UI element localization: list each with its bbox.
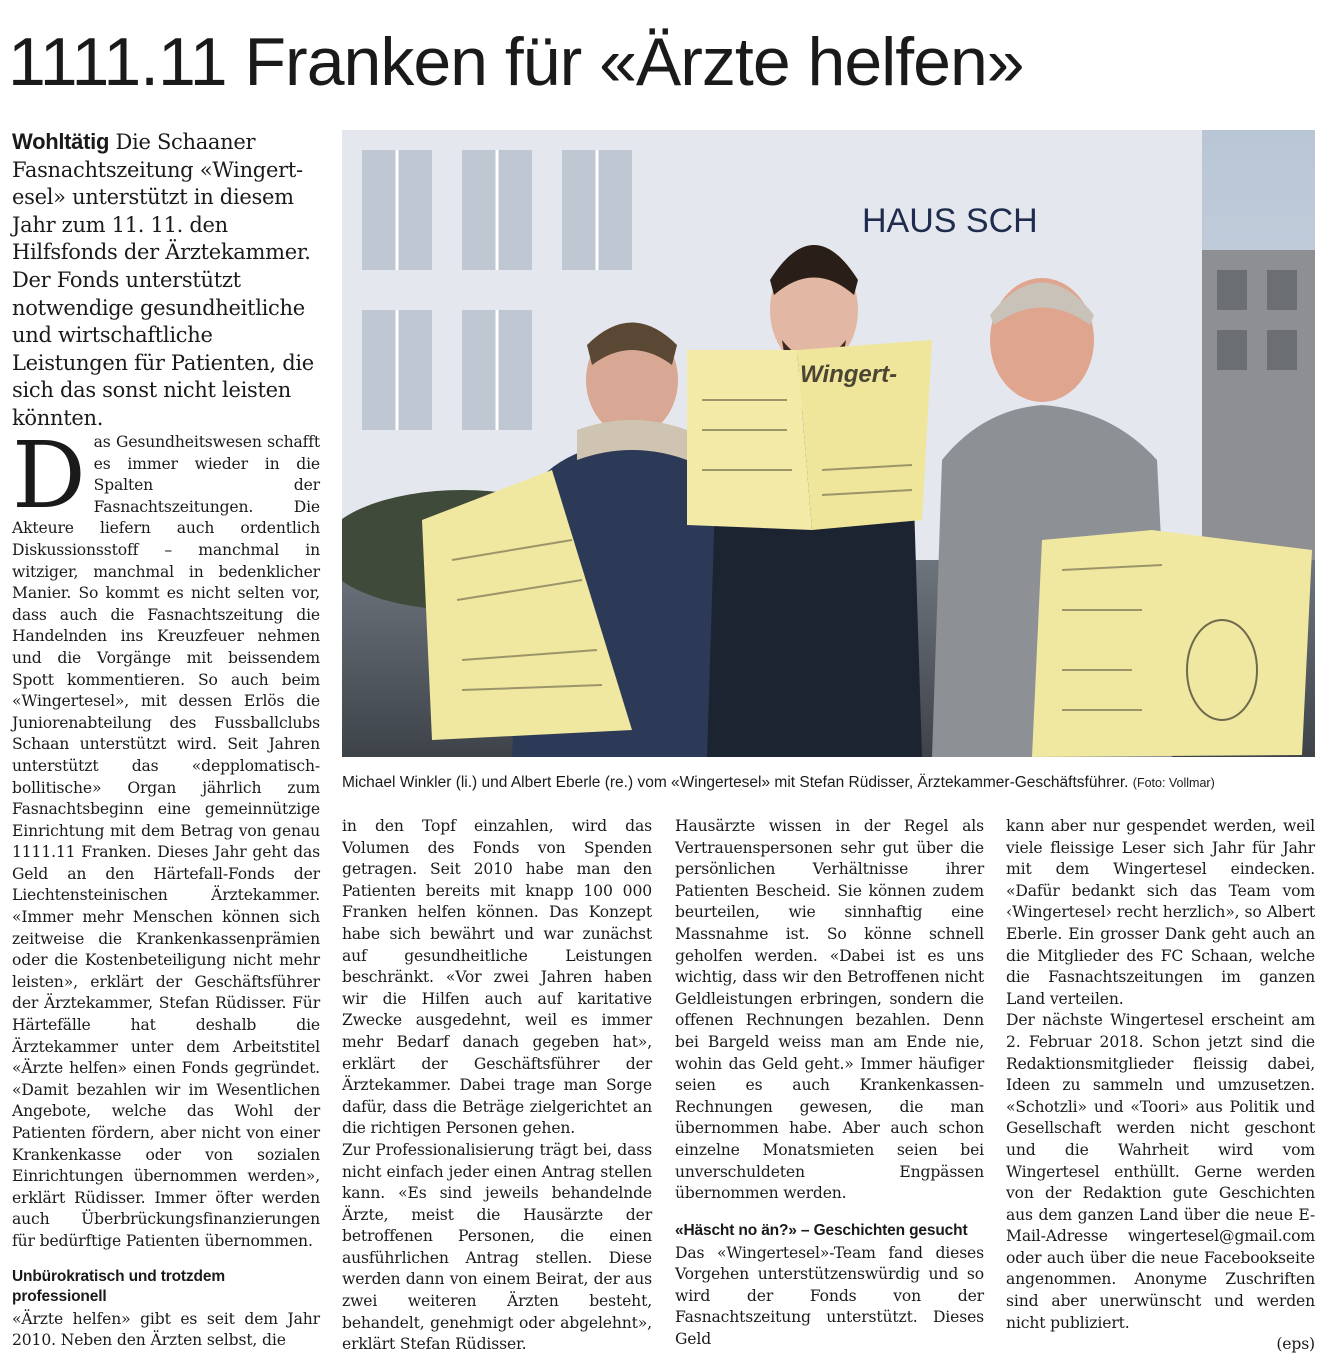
body-paragraph: «Ärzte helfen» gibt es seit dem Jahr 2010. Neben den Ärzten selbst, die [12,1309,320,1350]
newspaper-middle-icon [687,340,932,530]
headline: 1111.11 Franken für «Ärzte helfen» [8,24,1024,100]
body-paragraph: Der nächste Wingertesel erscheint am 2. Februar 2018. Schon jetzt sind die Redaktionsmitglieder fleissig dabei, Ideen zu sammeln und umzusetzen. «Schotzli» und «Toori» aus Politik und Gesellschaft werden nicht geschont und die Wahrheit wird vom Wingertesel enthüllt. Gerne werden von der Redaktion gute Geschichten aus dem ganzen Land über die neue E-Mail-Adresse wingertesel@gmail.com oder auch über die neue Facebookseite angenommen. Anonyme Zuschriften sind aber unerwünscht und werden nicht publiziert. [1006,1011,1315,1332]
photo-caption [342,773,1322,793]
building-sign: HAUS SCH [862,202,1038,240]
lead-kicker: Wohltätig [12,129,110,154]
body-paragraph: Das «Wingertesel»-Team fand dieses Vorgehen unterstützenswürdig und so wird der Fonds von der Fasnachtszeitung unterstützt. Dieses Geld [675,1243,984,1349]
subheading: «Häscht no än?» – Geschichten gesucht [675,1221,968,1239]
article-column-1 [12,422,320,1352]
body-paragraph [12,422,320,1253]
article-column-3 [675,816,984,1351]
article-column-2 [342,816,652,1356]
subheading: Unbürokratisch und trotzdem professionell [12,1267,225,1305]
article-column-4 [1006,816,1315,1356]
body-paragraph: Hausärzte wissen in der Regel als Vertrauenspersonen sehr gut über die persönlichen Verhältnisse ihrer Patienten Bescheid. Sie können zudem beurteilen, wie sinnhaftig eine Massnahme ist. So könne schnell geholfen werden. «Dabei ist es uns wichtig, dass wir den Betroffenen nicht Geldleistungen erbringen, sondern die offenen Rechnungen bezahlen. Denn bei Bargeld weiss man am Ende nie, wohin das Geld geht.» Immer häufiger seien es auch Krankenkassen-Rechnungen gewesen, die man übernommen habe. Aber auch schon einzelne Monatsmieten seien bei unverschuldeten Engpässen übernommen werden. [675,817,984,1203]
body-paragraph: Zur Professionalisierung trägt bei, dass nicht einfach jeder einen Antrag stellen kann. «Es sind jeweils behandelnde Ärzte, meist die Hausärzte der betroffenen Personen, die einen ausführlichen Antrag stellen. Diese werden dann von einem Beirat, der aus zwei weiteren Ärzten besteht, behandelt, genehmigt oder abgelehnt», erklärt Stefan Rüdisser. [342,1140,652,1354]
photo-illustration-icon [342,130,1315,757]
body-paragraph: kann aber nur gespendet werden, weil viele fleissige Leser sich Jahr für Jahr mit dem Wingertesel eindecken. «Dafür bedankt sich das Team vom ‹Wingertesel› recht herzlich», so Albert Eberle. Ein grosser Dank geht auch an die Mitglieder des FC Schaan, welche die Fasnachtszeitungen im ganzen Land verteilen. [1006,817,1315,1008]
author-signature: (eps) [1276,1335,1315,1354]
body-paragraph: in den Topf einzahlen, wird das Volumen des Fonds von Spenden getragen. Seit 2010 habe man den Patienten bereits mit knapp 100 000 Franken helfen können. Das Konzept habe sich bewährt und war zunächst auf gesundheitliche Leistungen beschränkt. «Vor zwei Jahren haben wir die Hilfen auch auf karitative Zwecke ausgedehnt, weil es immer mehr Bedarf danach gegeben hat», erklärt der Geschäftsführer der Ärztekammer. Dabei trage man Sorge dafür, dass die Beträge zielgerichtet an die richtigen Personen gehen. [342,817,652,1138]
dropcap: D [12,422,86,529]
lead-paragraph [12,128,317,433]
body-text: as Gesundheitswesen schafft es immer wieder in die Spalten der Fasnachtszeitungen. Die Akteure liefern auch ordentlich Diskussionsstoff – manchmal in witziger, manchmal in bedenklicher Manier. So kommt es nicht selten vor, dass auch die Fasnachtszeitung die Handelnden ins Kreuzfeuer nehmen und die Vorgänge mit beissendem Spott kommentieren. So auch beim «Wingertesel», mit dessen Erlös die Juniorenabteilung des Fussballclubs Schaan unterstützt wird. Seit Jahren unterstützt das «depplomatisch-bollitische» Organ jährlich zum Fasnachtsbeginn eine gemeinnützige Einrichtung mit dem Betrag von genau 1111.11 Franken. Dieses Jahr geht das Geld an den Härtefall-Fonds der Liechtensteinischen Ärztekammer. «Immer mehr Menschen können sich zeitweise die Krankenkassenprämien oder die Kostenbeteiligung nicht mehr leisten», erklärt der Geschäftsführer der Ärztekammer, Stefan Rüdisser. Für Härtefälle hat deshalb die Ärztekammer unter dem Arbeitstitel «Ärzte helfen» einen Fonds gegründet. «Damit bezahlen wir im Wesentlichen Angebote, welche das Wohl der Patienten fördern, aber nicht von einer Krankenkasse oder von sozialen Einrichtungen übernommen werden», erklärt Rüdisser. Immer öfter werden auch Überbrückungsfinanzierungen für bedürftige Patienten übernommen. [12,433,320,1250]
caption-text: Michael Winkler (li.) und Albert Eberle (re.) vom «Wingertesel» mit Stefan Rüdisser, Ärztekammer-Geschäftsführer. [342,774,1129,791]
newspaper-title: Wingert- [800,361,898,388]
newspaper-right-icon [1032,530,1312,757]
article-photo [342,130,1315,757]
lead-text: Die Schaaner Fasnachtszeitung «Wingert-esel» unterstützt in diesem Jahr zum 11. 11. den Hilfsfonds der Ärztekammer. Der Fonds unterstützt notwendige gesundheitliche und wirtschaftliche Leistungen für Patienten, die sich das sonst nicht leisten könnten. [12,130,314,430]
photo-credit: (Foto: Vollmar) [1132,776,1215,790]
